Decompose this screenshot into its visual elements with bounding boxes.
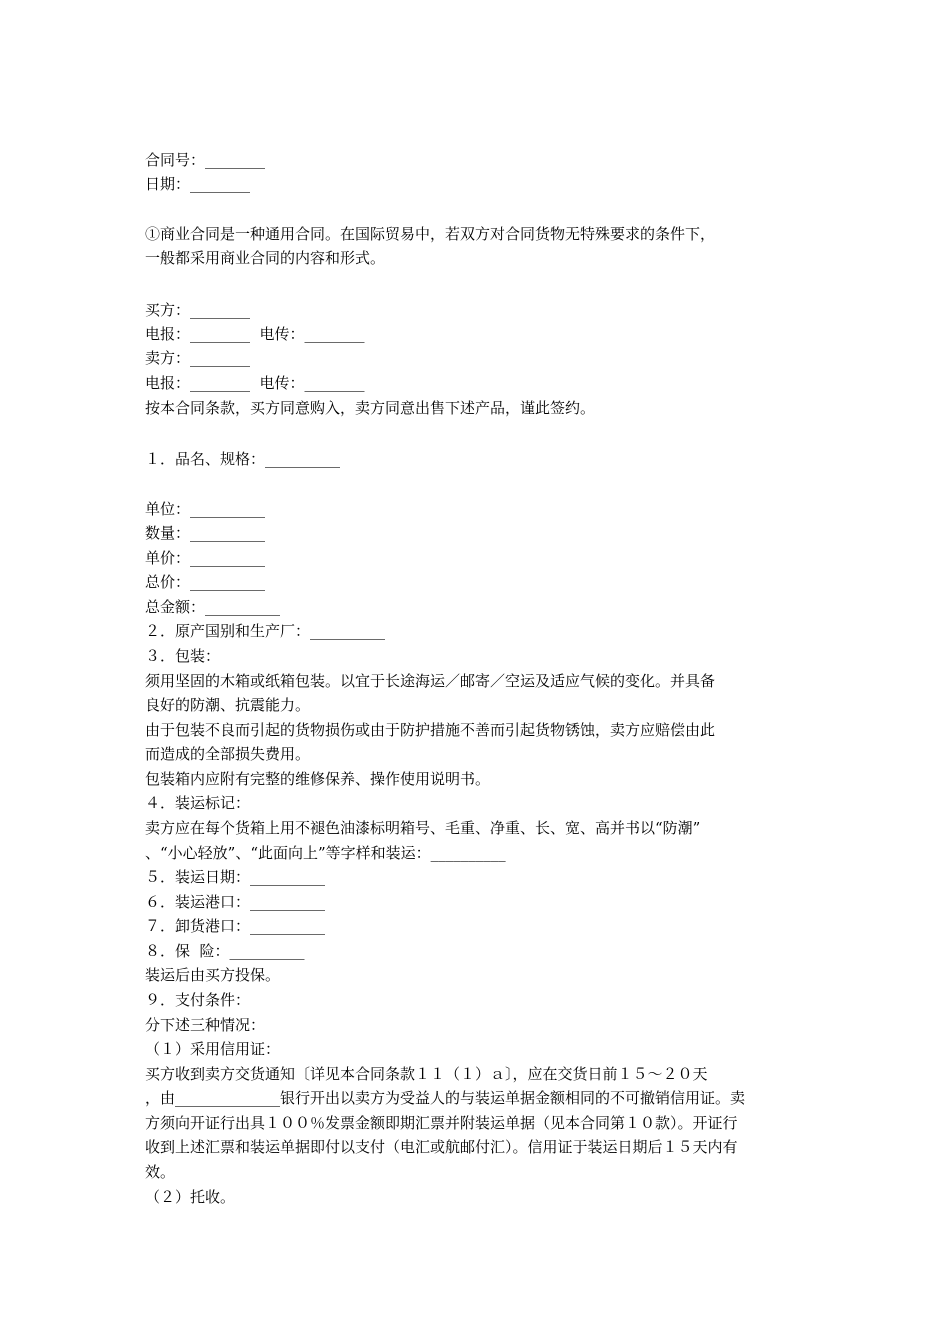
contract-line: 包装箱内应附有完整的维修保养、操作使用说明书。 — [145, 770, 491, 788]
contract-line: ６．装运港口：__________ — [145, 893, 326, 911]
contract-line: 方须向开证行出具１００％发票金额即期汇票并附装运单据（见本合同第１０款）。开证行 — [145, 1114, 738, 1132]
contract-line: 单位：__________ — [145, 500, 266, 518]
contract-line: 良好的防潮、抗震能力。 — [145, 696, 311, 714]
buyer-line: 买方：________ — [145, 301, 251, 319]
contract-line: ９．支付条件： — [145, 991, 251, 1009]
agreement-statement: 按本合同条款，买方同意购入，卖方同意出售下述产品，谨此签约。 — [145, 399, 596, 417]
contract-line: 须用坚固的木箱或纸箱包装。以宜于长途海运／邮寄／空运及适应气候的变化。并具备 — [145, 672, 716, 690]
contract-line: 装运后由买方投保。 — [145, 966, 281, 984]
contract-line: 效。 — [145, 1163, 176, 1181]
contract-line: 由于包装不良而引起的货物损伤或由于防护措施不善而引起货物锈蚀，卖方应赔偿由此 — [145, 721, 716, 739]
contract-line: （２）托收。 — [145, 1188, 236, 1206]
contract-line: 买方收到卖方交货通知〔详见本合同条款１１（１）ａ〕，应在交货日前１５～２０天 — [145, 1065, 708, 1083]
contract-line: 单价：__________ — [145, 549, 266, 567]
intro-line: 一般都采用商业合同的内容和形式。 — [145, 249, 386, 267]
seller-line: 卖方：________ — [145, 349, 251, 367]
contract-line: 总金额：__________ — [145, 598, 281, 616]
contract-line: 数量：__________ — [145, 524, 266, 542]
clause-product-spec: １．品名、规格：__________ — [145, 450, 341, 468]
contract-number: 合同号：________ — [145, 151, 266, 169]
contract-line: ８．保 险：__________ — [145, 942, 305, 960]
contract-line: 、“小心轻放”、“此面向上”等字样和装运：__________ — [145, 844, 506, 862]
contract-line: ７．卸货港口：__________ — [145, 917, 326, 935]
contract-line: ２．原产国别和生产厂：__________ — [145, 622, 386, 640]
buyer-telegram-telex: 电报：________ 电传：________ — [145, 325, 365, 343]
contract-line: 收到上述汇票和装运单据即付以支付（电汇或航邮付汇）。信用证于装运日期后１５天内有 — [145, 1138, 738, 1156]
contract-line: ３．包装： — [145, 647, 221, 665]
contract-line: 而造成的全部损失费用。 — [145, 745, 311, 763]
contract-date: 日期：________ — [145, 175, 251, 193]
contract-line: ５．装运日期：__________ — [145, 868, 326, 886]
contract-line: 卖方应在每个货箱上用不褪色油漆标明箱号、毛重、净重、长、宽、高并书以“防潮” — [145, 819, 701, 837]
contract-line: 总价：__________ — [145, 573, 266, 591]
intro-line: ①商业合同是一种通用合同。在国际贸易中，若双方对合同货物无特殊要求的条件下， — [145, 225, 716, 243]
contract-line: ４．装运标记： — [145, 794, 251, 812]
contract-line: （１）采用信用证： — [145, 1040, 281, 1058]
contract-line: 分下述三种情况： — [145, 1016, 266, 1034]
seller-telegram-telex: 电报：________ 电传：________ — [145, 374, 365, 392]
contract-line: ，由______________银行开出以卖方为受益人的与装运单据金额相同的不可撤销信用证。卖 — [145, 1089, 746, 1107]
